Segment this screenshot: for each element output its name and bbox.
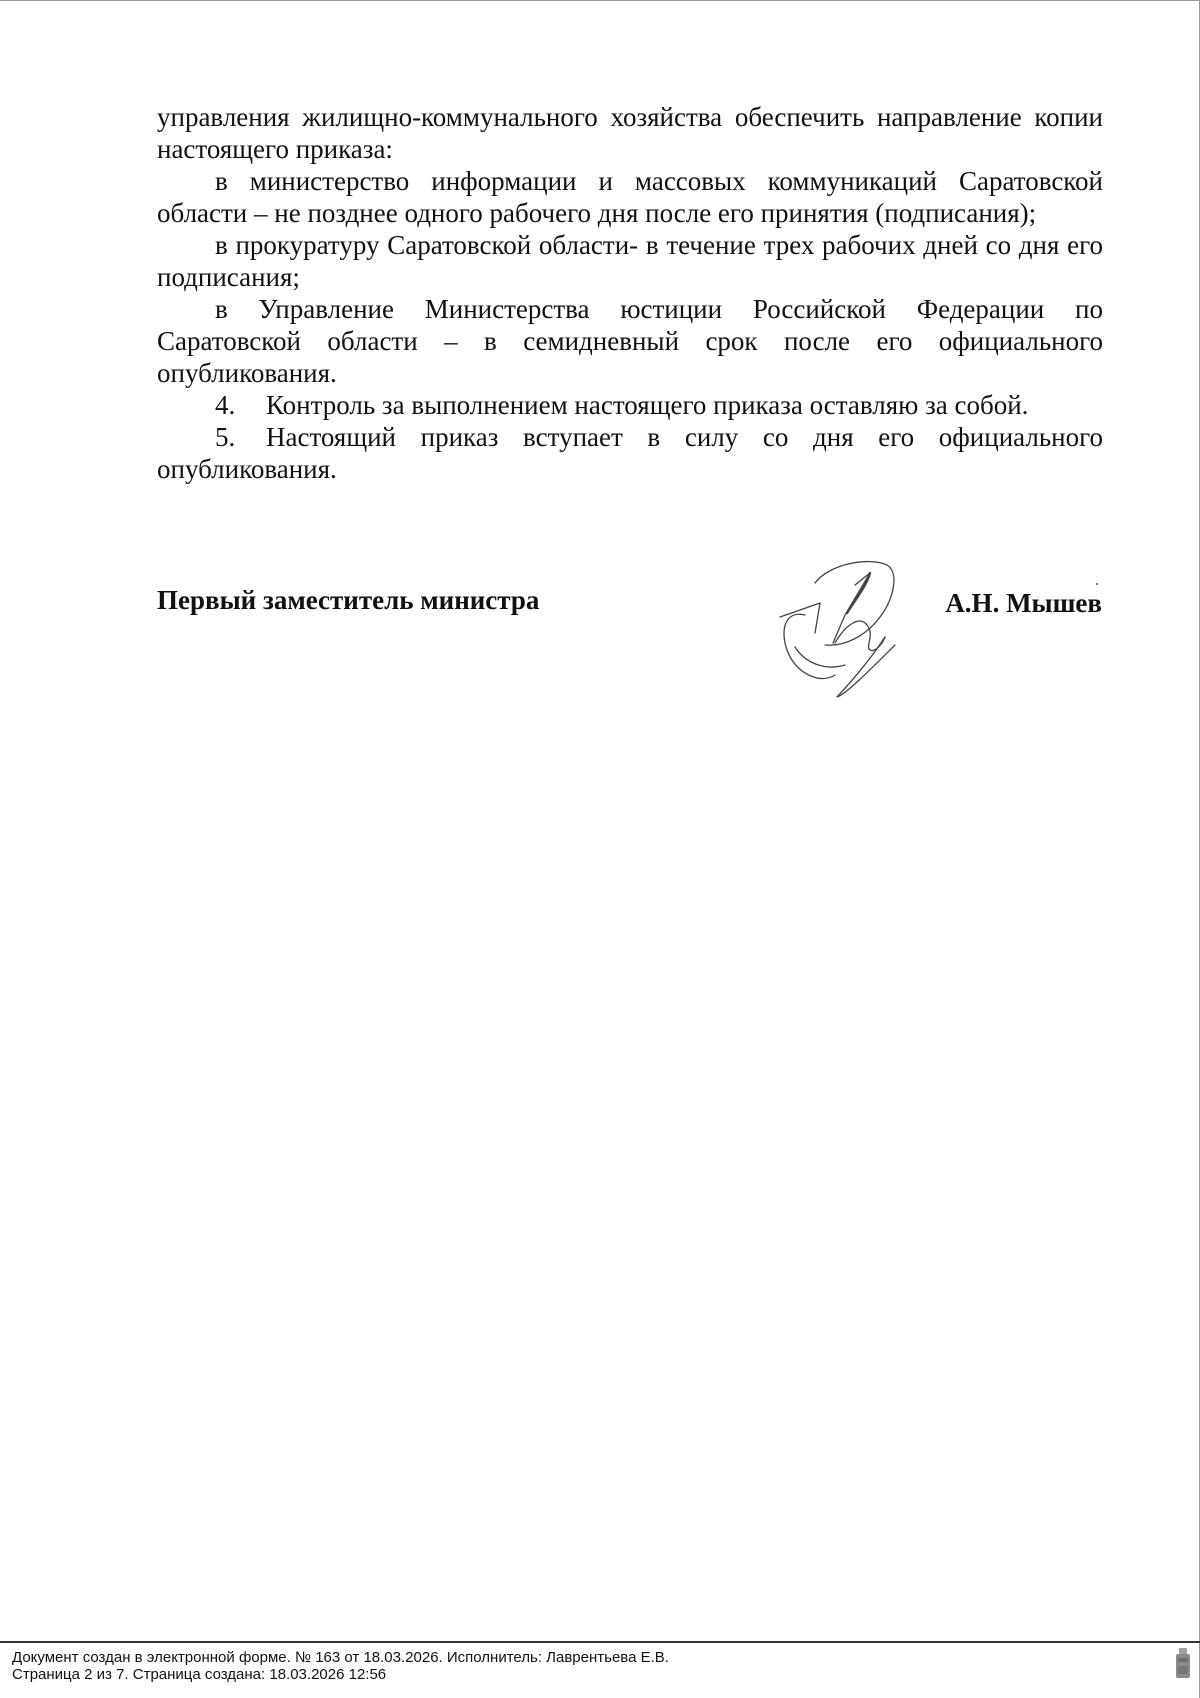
page-border-top [0, 0, 1200, 1]
numbered-item-5 [157, 421, 1103, 485]
ink-dot [1096, 583, 1098, 585]
paragraph-justice-ministry [157, 293, 1103, 389]
signatory-name: А.Н. Мышев [945, 588, 1102, 618]
item-text: Контроль за выполнением настоящего приказа оставляю за собой. [266, 390, 1029, 420]
signatory-title: Первый заместитель министра [157, 585, 540, 615]
paragraph-text: в министерство информации и массовых коммуникаций Саратовской области – не позднее одного рабочего дня после его принятия (подписания); [157, 166, 1103, 228]
paragraph-ministry-information [157, 165, 1103, 229]
footer-divider [0, 1641, 1200, 1643]
handwritten-signature [775, 555, 915, 705]
paragraph-text: в прокуратуру Саратовской области- в течение трех рабочих дней со дня его подписания; [157, 230, 1103, 292]
document-body [157, 101, 1103, 485]
paragraph-continuation [157, 101, 1103, 165]
numbered-item-4 [157, 389, 1103, 421]
paragraph-text: в Управление Министерства юстиции Российской Федерации по Саратовской области – в семидневный срок после его официального опубликования. [157, 294, 1103, 388]
footer [12, 1649, 669, 1683]
paragraph-text: управления жилищно-коммунального хозяйства обеспечить направление копии настоящего приказа: [157, 102, 1103, 164]
footer-page-info: Страница 2 из 7. Страница создана: 18.03.2026 12:56 [12, 1666, 387, 1683]
item-text: Настоящий приказ вступает в силу со дня его официального опубликования. [157, 422, 1103, 484]
item-number: 4. [215, 390, 236, 420]
footer-document-info: Документ создан в электронной форме. № 163 от 18.03.2026. Исполнитель: Лаврентьева Е.В. [12, 1649, 669, 1666]
coat-of-arms-icon [1173, 1646, 1193, 1682]
paragraph-prosecutor [157, 229, 1103, 293]
item-number: 5. [215, 422, 236, 452]
